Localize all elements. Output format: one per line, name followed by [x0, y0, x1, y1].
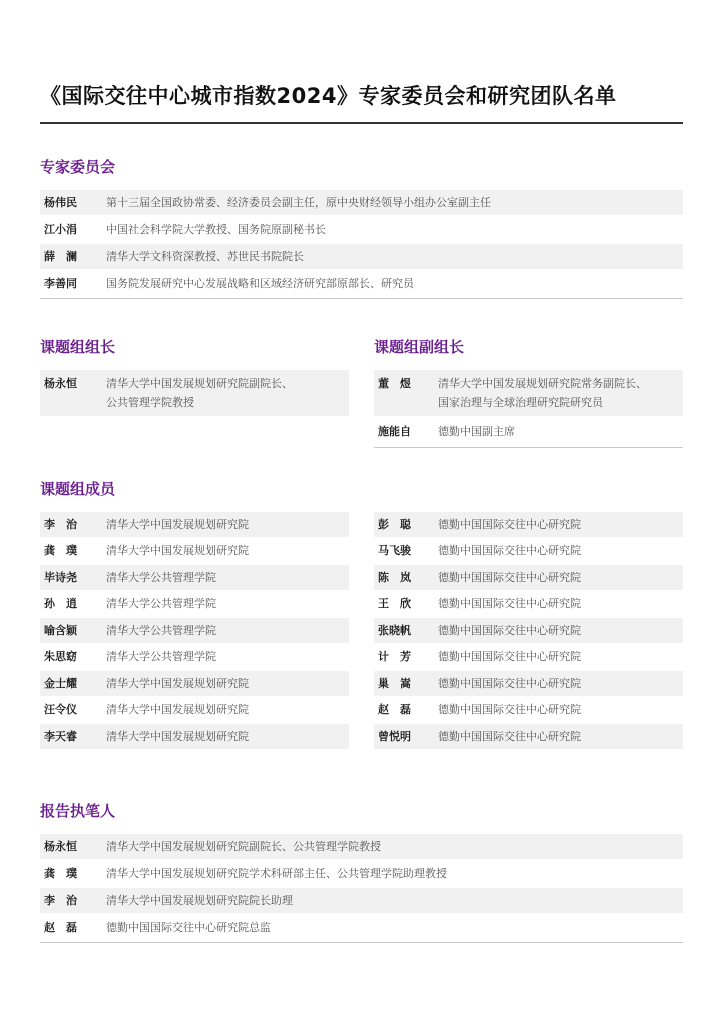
description-line: 公共管理学院教授 [106, 396, 194, 409]
person-name: 龚 璞 [44, 544, 77, 558]
person-description: 清华大学中国发展规划研究院 [106, 517, 249, 531]
person-name: 赵 磊 [378, 703, 411, 717]
person-description: 德勤中国国际交往中心研究院 [438, 570, 581, 584]
person-name: 龚 璞 [44, 867, 77, 880]
person-name: 李善同 [44, 277, 77, 290]
person-name: 施能自 [378, 425, 411, 438]
person-description: 中国社会科学院大学教授、国务院原副秘书长 [106, 223, 326, 236]
table-bottom-rule [374, 447, 683, 448]
person-description: 德勤中国国际交往中心研究院 [438, 544, 581, 558]
table-row [40, 698, 349, 723]
person-description: 清华大学中国发展规划研究院 [106, 544, 249, 558]
person-name: 江小涓 [44, 223, 77, 236]
table-row [374, 698, 683, 723]
person-name: 薛 澜 [44, 250, 77, 263]
person-description: 清华大学中国发展规划研究院 [106, 676, 249, 690]
person-description: 清华大学中国发展规划研究院副院长、公共管理学院教授 [106, 840, 381, 853]
table-row [40, 861, 683, 886]
person-description: 德勤中国国际交往中心研究院 [438, 676, 581, 690]
person-description: 清华大学公共管理学院 [106, 650, 216, 664]
expert-committee-table [40, 190, 683, 299]
person-description [106, 374, 293, 412]
person-name: 喻含颖 [44, 623, 77, 637]
table-row [374, 724, 683, 749]
person-name: 金士耀 [44, 676, 77, 690]
person-description: 德勤中国国际交往中心研究院 [438, 729, 581, 743]
table-row [374, 671, 683, 696]
members-left-table [40, 512, 349, 751]
person-name: 巢 嵩 [378, 676, 411, 690]
description-line: 国家治理与全球治理研究院研究员 [438, 396, 603, 409]
table-row [40, 724, 349, 749]
table-row [40, 244, 683, 269]
person-description: 清华大学中国发展规划研究院 [106, 729, 249, 743]
person-description: 德勤中国国际交往中心研究院 [438, 517, 581, 531]
person-description: 德勤中国国际交往中心研究院 [438, 703, 581, 717]
description-line: 德勤中国副主席 [438, 425, 515, 438]
person-description: 清华大学公共管理学院 [106, 570, 216, 584]
person-name: 计 芳 [378, 650, 411, 664]
table-bottom-rule [40, 298, 683, 299]
group-leader-heading: 课题组组长 [40, 338, 116, 356]
writers-heading: 报告执笔人 [40, 802, 116, 820]
deputy-leader-table [374, 370, 683, 448]
table-row [40, 915, 683, 940]
person-description: 德勤中国国际交往中心研究院 [438, 597, 581, 611]
person-name: 彭 聪 [378, 517, 411, 531]
person-description [438, 374, 647, 412]
group-leader-table [40, 370, 349, 418]
person-name: 陈 岚 [378, 570, 411, 584]
person-description: 清华大学公共管理学院 [106, 597, 216, 611]
page-title: 《国际交往中心城市指数2024》专家委员会和研究团队名单 [40, 84, 617, 108]
table-row [40, 190, 683, 215]
person-description [438, 422, 515, 441]
person-name: 朱思窈 [44, 650, 77, 664]
person-description: 清华大学中国发展规划研究院学术科研部主任、公共管理学院助理教授 [106, 867, 447, 880]
table-row [374, 565, 683, 590]
person-description: 清华大学中国发展规划研究院 [106, 703, 249, 717]
person-name: 张晓帆 [378, 623, 411, 637]
description-line: 清华大学中国发展规划研究院副院长、 [106, 377, 293, 390]
table-bottom-rule [40, 942, 683, 943]
person-description: 国务院发展研究中心发展战略和区域经济研究部原部长、研究员 [106, 277, 414, 290]
table-row [40, 565, 349, 590]
table-row [40, 671, 349, 696]
table-row [374, 539, 683, 564]
person-description: 清华大学中国发展规划研究院院长助理 [106, 894, 293, 907]
writers-table [40, 834, 683, 943]
person-name: 马飞骏 [378, 544, 411, 558]
table-row [40, 834, 683, 859]
title-divider [40, 122, 683, 124]
person-name: 王 欣 [378, 597, 411, 611]
table-row [374, 512, 683, 537]
table-row [40, 271, 683, 296]
person-description: 德勤中国国际交往中心研究院 [438, 623, 581, 637]
table-row [40, 370, 349, 416]
table-row [40, 618, 349, 643]
table-row [40, 645, 349, 670]
expert-committee-heading: 专家委员会 [40, 158, 116, 176]
table-row [40, 888, 683, 913]
table-row [40, 539, 349, 564]
table-row [40, 217, 683, 242]
deputy-leader-heading: 课题组副组长 [374, 338, 465, 356]
person-name: 毕诗尧 [44, 570, 77, 584]
person-name: 曾悦明 [378, 729, 411, 743]
table-row [374, 618, 683, 643]
person-description: 德勤中国国际交往中心研究院总监 [106, 921, 271, 934]
person-name: 杨永恒 [44, 840, 77, 853]
table-row [374, 370, 683, 416]
person-name: 汪令仪 [44, 703, 77, 717]
person-name: 李 治 [44, 517, 77, 531]
person-name: 孙 逍 [44, 597, 77, 611]
person-name: 李 治 [44, 894, 77, 907]
members-heading: 课题组成员 [40, 480, 116, 498]
person-name: 李天睿 [44, 729, 77, 743]
person-description: 德勤中国国际交往中心研究院 [438, 650, 581, 664]
person-description: 清华大学文科资深教授、苏世民书院院长 [106, 250, 304, 263]
table-row [40, 512, 349, 537]
person-name: 杨永恒 [44, 377, 77, 390]
members-right-table [374, 512, 683, 751]
person-description: 清华大学公共管理学院 [106, 623, 216, 637]
table-row [374, 592, 683, 617]
person-description: 第十三届全国政协常委、经济委员会副主任，原中央财经领导小组办公室副主任 [106, 196, 491, 209]
description-line: 清华大学中国发展规划研究院常务副院长、 [438, 377, 647, 390]
table-row [374, 645, 683, 670]
table-row [40, 592, 349, 617]
person-name: 杨伟民 [44, 196, 77, 209]
person-name: 董 煜 [378, 377, 411, 390]
person-name: 赵 磊 [44, 921, 77, 934]
table-row [374, 418, 683, 445]
